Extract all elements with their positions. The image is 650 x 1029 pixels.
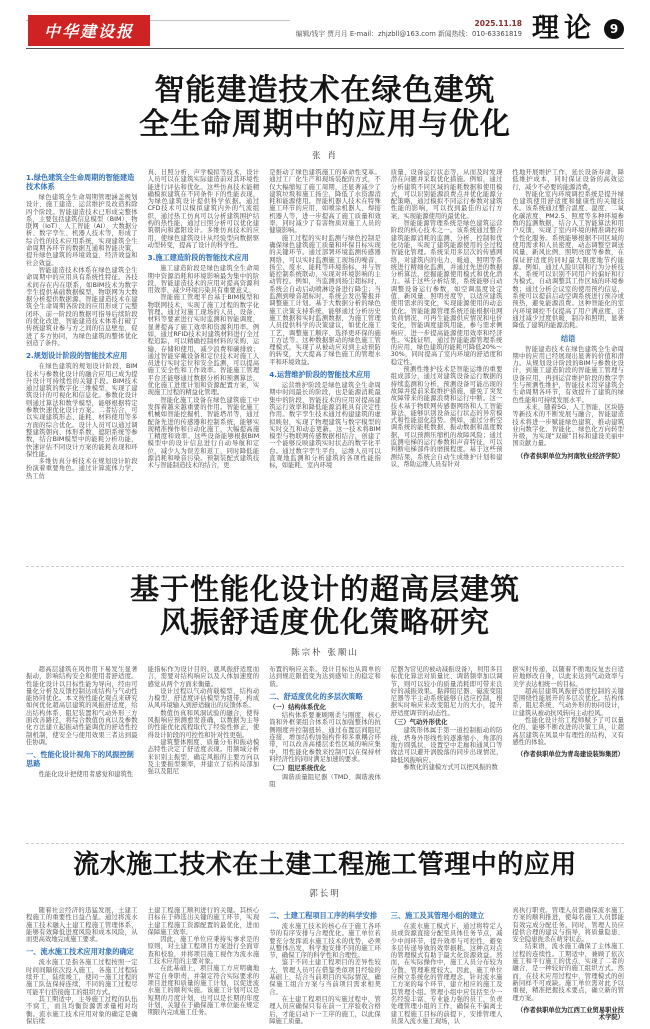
article-byline: 陈宗朴 张顺山 xyxy=(291,648,359,658)
articles-container xyxy=(26,74,624,1029)
paragraph: 建筑整体刚度、质量分布和振动模态特性决定了舒适度表现。用频域分析来识别主振型，确定风振的主要方向以及主要振型频率，并建立了结构局部加强以及阻尼 xyxy=(147,738,260,776)
paragraph: 参数化的建模方式可以把风振的数 xyxy=(403,763,498,771)
paragraph: 超高层建筑风振舒适度控制的关键是围绕性能展开的多层次优化。结构体系、阻尼系统、气动外形的协同设计，让建筑从被动抗风转向主动控风。 xyxy=(512,687,624,717)
masthead-bottom-rule xyxy=(26,48,624,49)
editor-contact-line: 编辑/钱宇 贾月月 E-mail：zhjzbll@163.com 新闻热线：010-63361819 xyxy=(295,29,522,38)
paragraph: 土建工程施工顺利进行的关键。其核心目标在于筛选出关键的施工环节，实现土建工程施工资源配置的最优化，进而保障施工效率。 xyxy=(147,907,260,936)
subhead: 一、流水施工技术应用对象的确定 xyxy=(26,947,134,957)
paragraph: 施工建造阶段是绿色建筑全生命周期中资源消耗和环境影响最为集中的阶段，智能建造技术的应用对提高资源利用效率、减少环境污染具有重要意义。 xyxy=(147,265,260,295)
text-column xyxy=(269,666,381,836)
sub-subhead: （一）结构体系优化 xyxy=(269,703,326,711)
paragraph: 智能能源管理系统是绿色建筑运营阶段的核心技术之一。该系统通过整合建筑能源消耗的监测、分析、控制和优化功能，实现了建筑能源使用的全过程智能化管理。系统采用多层次的传感网络，对建筑内的电力、暖通、照明等系统进行精细化监测，并通过先进的数据分析算法，挖掘能源使用模式和优化潜力。基于这些分析结果，系统能够自动调整设备运行参数，如空调温度设定值、新风量、照明亮度等，以适应建筑使用需求的变化，实现能源使用的动态优化。智能能源管理系统还能根据电网负荷情况、可再生能源供应情况和电价变化，智能调度建筑用能，参与需求侧响应，进一步提高能源使用效率和经济性。实践证明，通过智能能源管理系统的应用，绿色建筑的能耗可降低20%～30%，同时提高了室内环境的舒适度和稳定性。 xyxy=(390,220,503,366)
article-columns xyxy=(26,666,624,836)
text-column xyxy=(512,907,624,1029)
paragraph: 运营维护阶段是绿色建筑全生命周期中时间最长的阶段，也是能源消耗最集中的阶段，智能技术的应用对提高建筑运行效率和降低能源消耗具有决定性作用。数字孪生技术通过构建建筑的虚拟映射，实现了物理建筑与数字模型的实时交互和动态更新。这一技术将BIM模型与物联网传感数据相结合，创建了一个能够反映建筑实时状态的数字化平台。通过数字孪生平台，运维人员可以直观地监测和分析建筑的各项性能指标，如能耗、室内环境 xyxy=(269,382,381,470)
paragraph: 随着社会经济的迅猛发展，土建工程施工的重要性日益凸显。通过将流水施工技术融入土建工程施工管理体系，能够有效降低进度风险和成本风险，从而更高效地完成施工要求。 xyxy=(26,907,138,944)
paragraph: 设计过程以气动荷载模型、结构动力模型、舒适度评估模型为纽带，构成从风环境输入到舒适输出的反馈体系。 xyxy=(147,687,260,710)
paragraph: 尼器为常见的被动减振设备），利用多目标优化算法对质量比、调谐频率加以调节，则可以较小的质量消耗即可带来良好的减振效果。黏滞阻尼器、磁流变阻尼器等半主动系统能够自适应控制，根据实时响应来改变阻尼力的大小，提升舒适度调节的动态性。 xyxy=(390,666,503,717)
author-attribution: （作者供职单位为河南牧业经济学院） xyxy=(516,452,624,460)
article-separator xyxy=(26,566,624,567)
paragraph: 智能化施工设备在绿色建筑施工中发挥着越来越重要的作用。智能化施工机械如智能挖掘机、智能塔吊等，通过配备先进的传感器和控制系统，能够实现精准操作和自动化施工，大幅提高施工精度和效率。这些设备能够根据BIM模型中的设计信息进行自动导航和定位，减少人为误差和返工，同时降低能源消耗和噪音污染。预制装配式建筑技术与智能制造技术的结合，更 xyxy=(147,396,260,470)
paragraph: 数值仿真和风洞试验的融合，使得风振响应预测愈发准确，以数据为主导的性能优化流程取代了经验性修正，使得设计阶段的可控性和针对性更强。 xyxy=(147,709,260,739)
subhead: 3.施工建造阶段的智能技术应用 xyxy=(147,253,249,263)
sub-subhead: （二）阻尼系统优化 xyxy=(269,765,326,773)
text-column xyxy=(148,169,260,559)
subhead: 一、性能化设计视角下的风振控制思路 xyxy=(26,750,134,769)
paragraph: 是推动了绿色建筑施工的革命性变革。通过工厂化生产和现场装配的方式，不仅大幅缩短了施工周期，还显著减少了建筑垃圾和施工扬尘，降低了水资源消耗和能源使用。智能机器人技术在特殊施工环节的应用，如喷涂机器人、焊接机器人等，进一步提高了施工质量和效率，同时减少了有害物质对施工人员的健康影响。 xyxy=(269,169,381,235)
article-wind-comfort xyxy=(26,573,624,836)
text-column xyxy=(391,666,503,836)
text-column xyxy=(512,169,624,559)
paragraph: 施工过程的实时监测与绿色控制是确保绿色建筑施工质量和环保目标实现的关键环节。通过部署环境监测传感器网络，可以实时监测施工现场的噪音、扬尘、废水、能耗等环境指标，并与智能控制系统联动，实现对环境影响的主动管控。例如，当监测到扬尘超标时，系统会自动启动喷淋设备进行降尘；当监测到噪音超标时，系统会发出警报并调整施工计划。基于大数据分析的绿色施工决策支持系统，能够通过分析历史施工数据和实时监测数据，为施工管理人员提供科学的决策建议，如优化施工工艺、调整施工顺序、选择更环保的施工方法等。这种数据驱动的绿色施工管理模式，实现了从被动应对到主动预防的转变，大大提高了绿色施工的管理水平和环境效益。 xyxy=(269,234,381,366)
paragraph: 性能化设计给工程师赋予了可以量化的、能够不断改进的决策工具，让超高层建筑在风景中有理性的结构，又有感性的体验。 xyxy=(512,717,624,746)
article-title: 智能建造技术在绿色建筑 全生命周期中的应用与优化 xyxy=(139,73,511,142)
paragraph: 因此，施工单位应秉持实事求是的原则，对土建工程项目方案进行全面审查和校验，并将项目施工视作为流水施工技术应用的主要对象。 xyxy=(147,936,260,966)
masthead-right xyxy=(290,14,624,44)
paragraph: 在绿色建筑的规划设计阶段，BIM技术与参数化设计的融合应用已成为提升设计可持续性的关键手段。BIM技术通过建筑的数字化三维模型，实现了建筑设计的可视化和信息化。参数化设计则通过算法和数学模型，能够根据特定参数快速优化设计方案。二者结合，可以实现建筑形态、能耗、材料使用等多方面的综合优化。设计人员可以通过调整建筑朝向、体形系数、遮阳系统等参数，结合BIM模型中的能耗分析功能，快速评估不同设计方案的能耗表现和环保性能。 xyxy=(26,363,138,458)
masthead-info xyxy=(296,19,522,40)
subhead: 二、土建工程项目工序的科学安排 xyxy=(269,911,378,920)
paragraph: 真、日照分析、声学模拟等技术，设计人员可以在建筑实际建造前对其环境性能进行评估和优化。这些仿真技术能精确模拟建筑在不同条件下的性能表现，为绿色建筑设计提供科学依据。通过CFD技术可以模拟建筑内外的气流组织，通过热工仿真可以分析建筑围护结构的热性能，通过日照分析可以优化建筑朝向和遮阳设计。多维仿真技术的应用，使绿色建筑设计从经验型向数据驱动型转变，提高了设计的科学性。 xyxy=(147,169,260,249)
paragraph: 智能建造技术在绿色建筑全生命周期中的应用已经展现出显著的价值和潜力。从规划设计阶段的BIM与参数化设计，到施工建造阶段的智能施工管理与设备应用，再到运营维护阶段的数字孪生与预测性维护，智能技术贯穿建筑全生命周期各环节，有效提升了建筑的绿色性能和可持续发展水平。 xyxy=(512,345,624,404)
paragraph: 据实时传递，以随着不断地反复去自适应地修改自身，以此来达到气动效率与美学表达相统一的目标。 xyxy=(512,666,624,688)
paragraph: 多维仿真分析技术在规划设计阶段扮演着重要角色。通过计算流体力学、热工仿 xyxy=(26,458,138,480)
paragraph: 流水施工技术的核心在于施工各环节的有序安排与合理优化。施工单位若要充分发挥流水施工技术的优势，必须从整体出发，科学地安排不同的施工环节，确保工序的科学性和合理性。 xyxy=(269,923,381,960)
text-column xyxy=(148,666,260,836)
article-columns xyxy=(26,169,624,559)
text-column xyxy=(391,907,503,1029)
paragraph: 智能建造技术体系在绿色建筑全生命周期中的应用具有系统性特征。各技术间存在内在联系，如BIM技术为数字孪生提供基础数据模型，物联网为大数据分析提供数据源。智能建造技术在建筑全生命周期各阶段的应用形成了完整闭环，前一阶段的数据可指导后续阶段的优化改进，智能建造技术体系打破了传统建筑业参与方之间的信息壁垒，促进了多方协同，为绿色建筑的整体优化创造了条件。 xyxy=(26,266,138,347)
paragraph: 结构体系要兼顾刚柔与刚度，核心筒和外框架组合体系可以加强整体的抗侧刚度并控制扭转，通过布置层间阻尼连接、增加结构加强构件和多重耦合环带，可以改善高楼层柔性区域的响应集中，用性能化参数来控制可以在保持材料经济性的同时满足加速的要求。 xyxy=(269,712,381,763)
subhead: 2.规划设计阶段的智能技术应用 xyxy=(26,351,128,361)
text-column xyxy=(148,907,260,1029)
article-byline: 张 肖 xyxy=(312,151,338,161)
paragraph: 智能施工管理平台基于BIM模型和物联网技术，实现了施工过程的数字化管理。通过对施工现场的人员、设备、材料等要素进行实时监测和智能调度，显著提高了施工效率和资源利用率。例如，通过RFID技术对建筑材料进行全过程追踪，可以精确控制材料的采购、运输、存储和使用，减少浪费和碳排放；通过智能穿戴设备和定位技术对施工人员进行实时定位和安全监测，可以提高施工安全性和工作效率。智能施工管理平台还能够通过数据分析和预测算法，优化施工进度计划和资源配置方案，实现施工过程的精益化管理。 xyxy=(147,294,260,397)
article-columns xyxy=(26,907,624,1029)
paragraph: 性地开展维护工作，延长设备寿命，降低维护成本，同时保证设备的高效运行，减少不必要的能源消费。 xyxy=(512,169,624,191)
paragraph: 真执行职责。管理人员需确保流水施工方案的顺利推进，使每名施工人员都能有效完成分配任务。同时，管理人员应提供合理的建议与指导，将质量隐患、安全隐患扼杀在萌芽状态。 xyxy=(512,907,624,944)
paragraph: 鉴于不同土建工程项目的差异性较大，管理人员可在借鉴类似项目经验的基础上，结合当前项目的实际情况，确保施工组合方案与当前项目需求相契合。 xyxy=(269,959,381,996)
paragraph: 在土建工程项目的实施过程中，管理人员应确保只有在前一工序验收合格后，才能启动下一工序的施工，以此保障施工质量。 xyxy=(269,995,381,1025)
paragraph: 性能化设计把使用者感觉和建筑性 xyxy=(38,771,134,779)
article-smart-construction xyxy=(26,74,624,559)
article-separator xyxy=(26,843,624,844)
text-column xyxy=(391,169,503,559)
text-column xyxy=(26,907,138,1029)
paragraph: 结束语，流水施工确保了主体施工过程的连续性。工期适中，兼顾了依次施工和平行施工的优点，实现了二者的融合，是一种较好的施工组织方式。然而，在技术应用过程中，管理模式的创新同样不可或缺。施工单位需对此予以重视，精准把握技术要点，确立新的管理方案。 xyxy=(512,943,624,1002)
paragraph: 在流水施工模式下，通过将特定人员或资源直接分配至具体任务节点，减少中间环节，提升效率与可控性，避免多层传递导致的效率损耗。这种点对点的管理模式有助于最大化资源效益。然而，在实际操作中，施工人员分布较为分散，管理难度较大。因此，施工单位应树立系统化的管理理念，针对流水施工方案的每个环节，建立相应的施工及其管理小组。管理小组中应包括至少一名经验丰富、专业能力强的员工，负责处理管理小组的工作，确保在不偏离土建工程施工目标的前提下，安排管理人员深入流水施工现场，认 xyxy=(390,923,503,1025)
article-title: 基于性能化设计的超高层建筑 风振舒适度优化策略研究 xyxy=(129,572,520,639)
paragraph: 流水施工是指各施工过程按照一定时间间隔依次投入施工，各施工过程陆续开工、陆续竣工，使同一施工过程的施工队伍保持连续，不同的施工过程尽可能平行搭接施工的组织方式。 xyxy=(26,959,138,996)
masthead xyxy=(26,0,624,60)
newspaper-logo: 中华建设报 xyxy=(28,15,150,46)
paragraph: 在此基础上，项目施工方应明确地界定自身职责，并制定符合实际要求的项目进度和质量的施工计划，以促进流水施工的顺利实施。该施工计划可以是短期的月度计划，也可以是长期的年度计划，关键在于确保施工单位能在规定期限内完成施工任务。 xyxy=(147,965,260,1017)
paragraph: 调谐质量阻尼器（TMD、调谐液体阻 xyxy=(269,773,381,788)
article-title: 流水施工技术在土建工程施工管理中的应用 xyxy=(73,850,577,880)
subhead-centered: 结语 xyxy=(560,333,576,343)
paragraph: 其工期适中，主导施工过程的队伍不窝工，而且均衡资源需求量相对均衡。流水施工技术应用对象的确定是确保后续 xyxy=(26,995,138,1025)
text-column xyxy=(26,169,138,559)
paragraph: 布置的响应关系。设计目标也从简单的达到规范限值变为达到感知上的稳定和谐。 xyxy=(269,666,381,688)
page-number-badge: 9 xyxy=(604,19,624,39)
issue-date: 2025.11.18 xyxy=(474,18,522,28)
author-attribution: （作者供职单位为青岛建设装饰集团） xyxy=(516,751,624,759)
text-column xyxy=(269,907,381,1029)
section-title: 理论 xyxy=(532,13,596,44)
paragraph: 能指标作为设计目的，就风振舒适度而言，需要对结构响应以及人体加速度的感觉从两个方面来衡量。 xyxy=(147,666,260,688)
text-column xyxy=(512,666,624,836)
subhead: 4.运营维护阶段的智能技术应用 xyxy=(269,370,371,380)
paragraph: 超高层建筑在风作用下易发生显著振动，影响结构安全和使用者舒适度。性能化设计以目标性能为导向，经由可量化分析及反馈控制达成结构与气动性能协同优化。本文按性能化观点来研究如何优化超高层建筑的风振舒适度，给出结构体系、阻尼装置和气动外形三方面改善路径，将综合数值仿真以及参数化方法建立起振动性能调优的舒适性控制机制，使安全与使用效果三者达到最佳协调。 xyxy=(26,666,138,746)
paragraph: 绿色建筑全生命周期管理涵盖规划设计、施工建造、运营维护及改造拆除四个阶段。智能建造技术已形成完整体系，主要包括建筑信息模型（BIM）、物联网（IoT）、人工智能（AI）、大数据分析、数字孪生、机器人技术等，形成了综合性的技术应用系统，实现建筑全生命周期各环节的数据互通和智能决策，提升绿色建筑的环境效益、经济效益和社会效益。 xyxy=(26,194,138,267)
paragraph: 智能化室内环境调控系统是提升绿色建筑使用舒适度和健康性的关键技术。该系统通过整合温度、湿度、二氧化碳浓度、PM2.5、照度等多种环境参数的监测数据，结合人工智能算法和用户反馈，实现了室内环境的精准调控和个性化服务。系统能够根据不同区域的使用需求和人员密度，动态调整空调送风量、新风比例、照明亮度等参数，在保证舒适度的同时最大限度地节约能源。例如，通过人脸识别和行为分析技术，系统可以识别不同用户的偏好和行为模式，自动调整其工作区域的环境参数；通过分析会议室的使用预约信息，系统可以提前启动空调系统进行预冷或预热，避免能源浪费。这种智能化的室内环境调控不仅提高了用户满意度，还通过减少过度供暖、制冷和照明，显著降低了建筑的能源消耗。 xyxy=(512,190,624,330)
article-byline: 郭长明 xyxy=(309,889,341,899)
paragraph: 建筑形体属于第一道控制振动的防线，塔身外形线性的逐渐缩小、角部的地方圆弧状、设置空中走廊和通风口等做法可以避开涡脱落的同步出现情况，降低风振响应。 xyxy=(390,727,503,764)
paragraph: 预测性维护技术是智能运维的重要组成部分，通过对建筑设备运行数据的持续监测和分析，预测设备可能出现的故障并提前采取维护措施，避免了突发故障带来的能源浪费和运行中断。这一技术基于物联网传感器网络和人工智能算法，能够识别设备运行状态的异常模式和性能退化趋势。例如，通过分析空调系统的能耗数据、振动数据和温度数据，可以预测压缩机的故障风险；通过监测电梯的运行参数和声音特征，可以判断电梯部件的磨损程度。基于这些预测结果，系统会自动生成维护计划和建议，帮助运维人员有针对 xyxy=(390,366,503,468)
sub-subhead: （三）气动外形优化 xyxy=(390,719,448,727)
author-attribution: （作者供职单位为江西工业贸易职业技术学院） xyxy=(516,1006,624,1022)
paragraph: 质量、设备运行状态等，从而及时发现潜在问题并采取优化措施。例如，通过分析建筑不同区域的能耗数据和使用模式，可以识别能源浪费点并优化能源分配策略，通过模拟不同运行参数对建筑性能的影响，可以找到最佳的运行方案，实现能源使用的最优化。 xyxy=(390,169,503,220)
subhead: 二、舒适度优化的多层次策略 xyxy=(269,691,363,701)
paragraph: 未来，随着5G、人工智能、区块链等新技术的不断发展与融合，智能建造技术将进一步赋能绿色建筑，推动建筑业向数字化、智能化、绿色化方向转型升级，为实现“双碳”目标和建设美丽中国贡献力量。 xyxy=(512,403,624,448)
text-column xyxy=(26,666,138,836)
subhead: 1.绿色建筑全生命周期的智能建造技术体系 xyxy=(26,173,135,191)
subhead: 三、施工及其管理小组的建立 xyxy=(390,911,485,920)
text-column xyxy=(269,169,381,559)
article-flow-construction xyxy=(26,850,624,1029)
